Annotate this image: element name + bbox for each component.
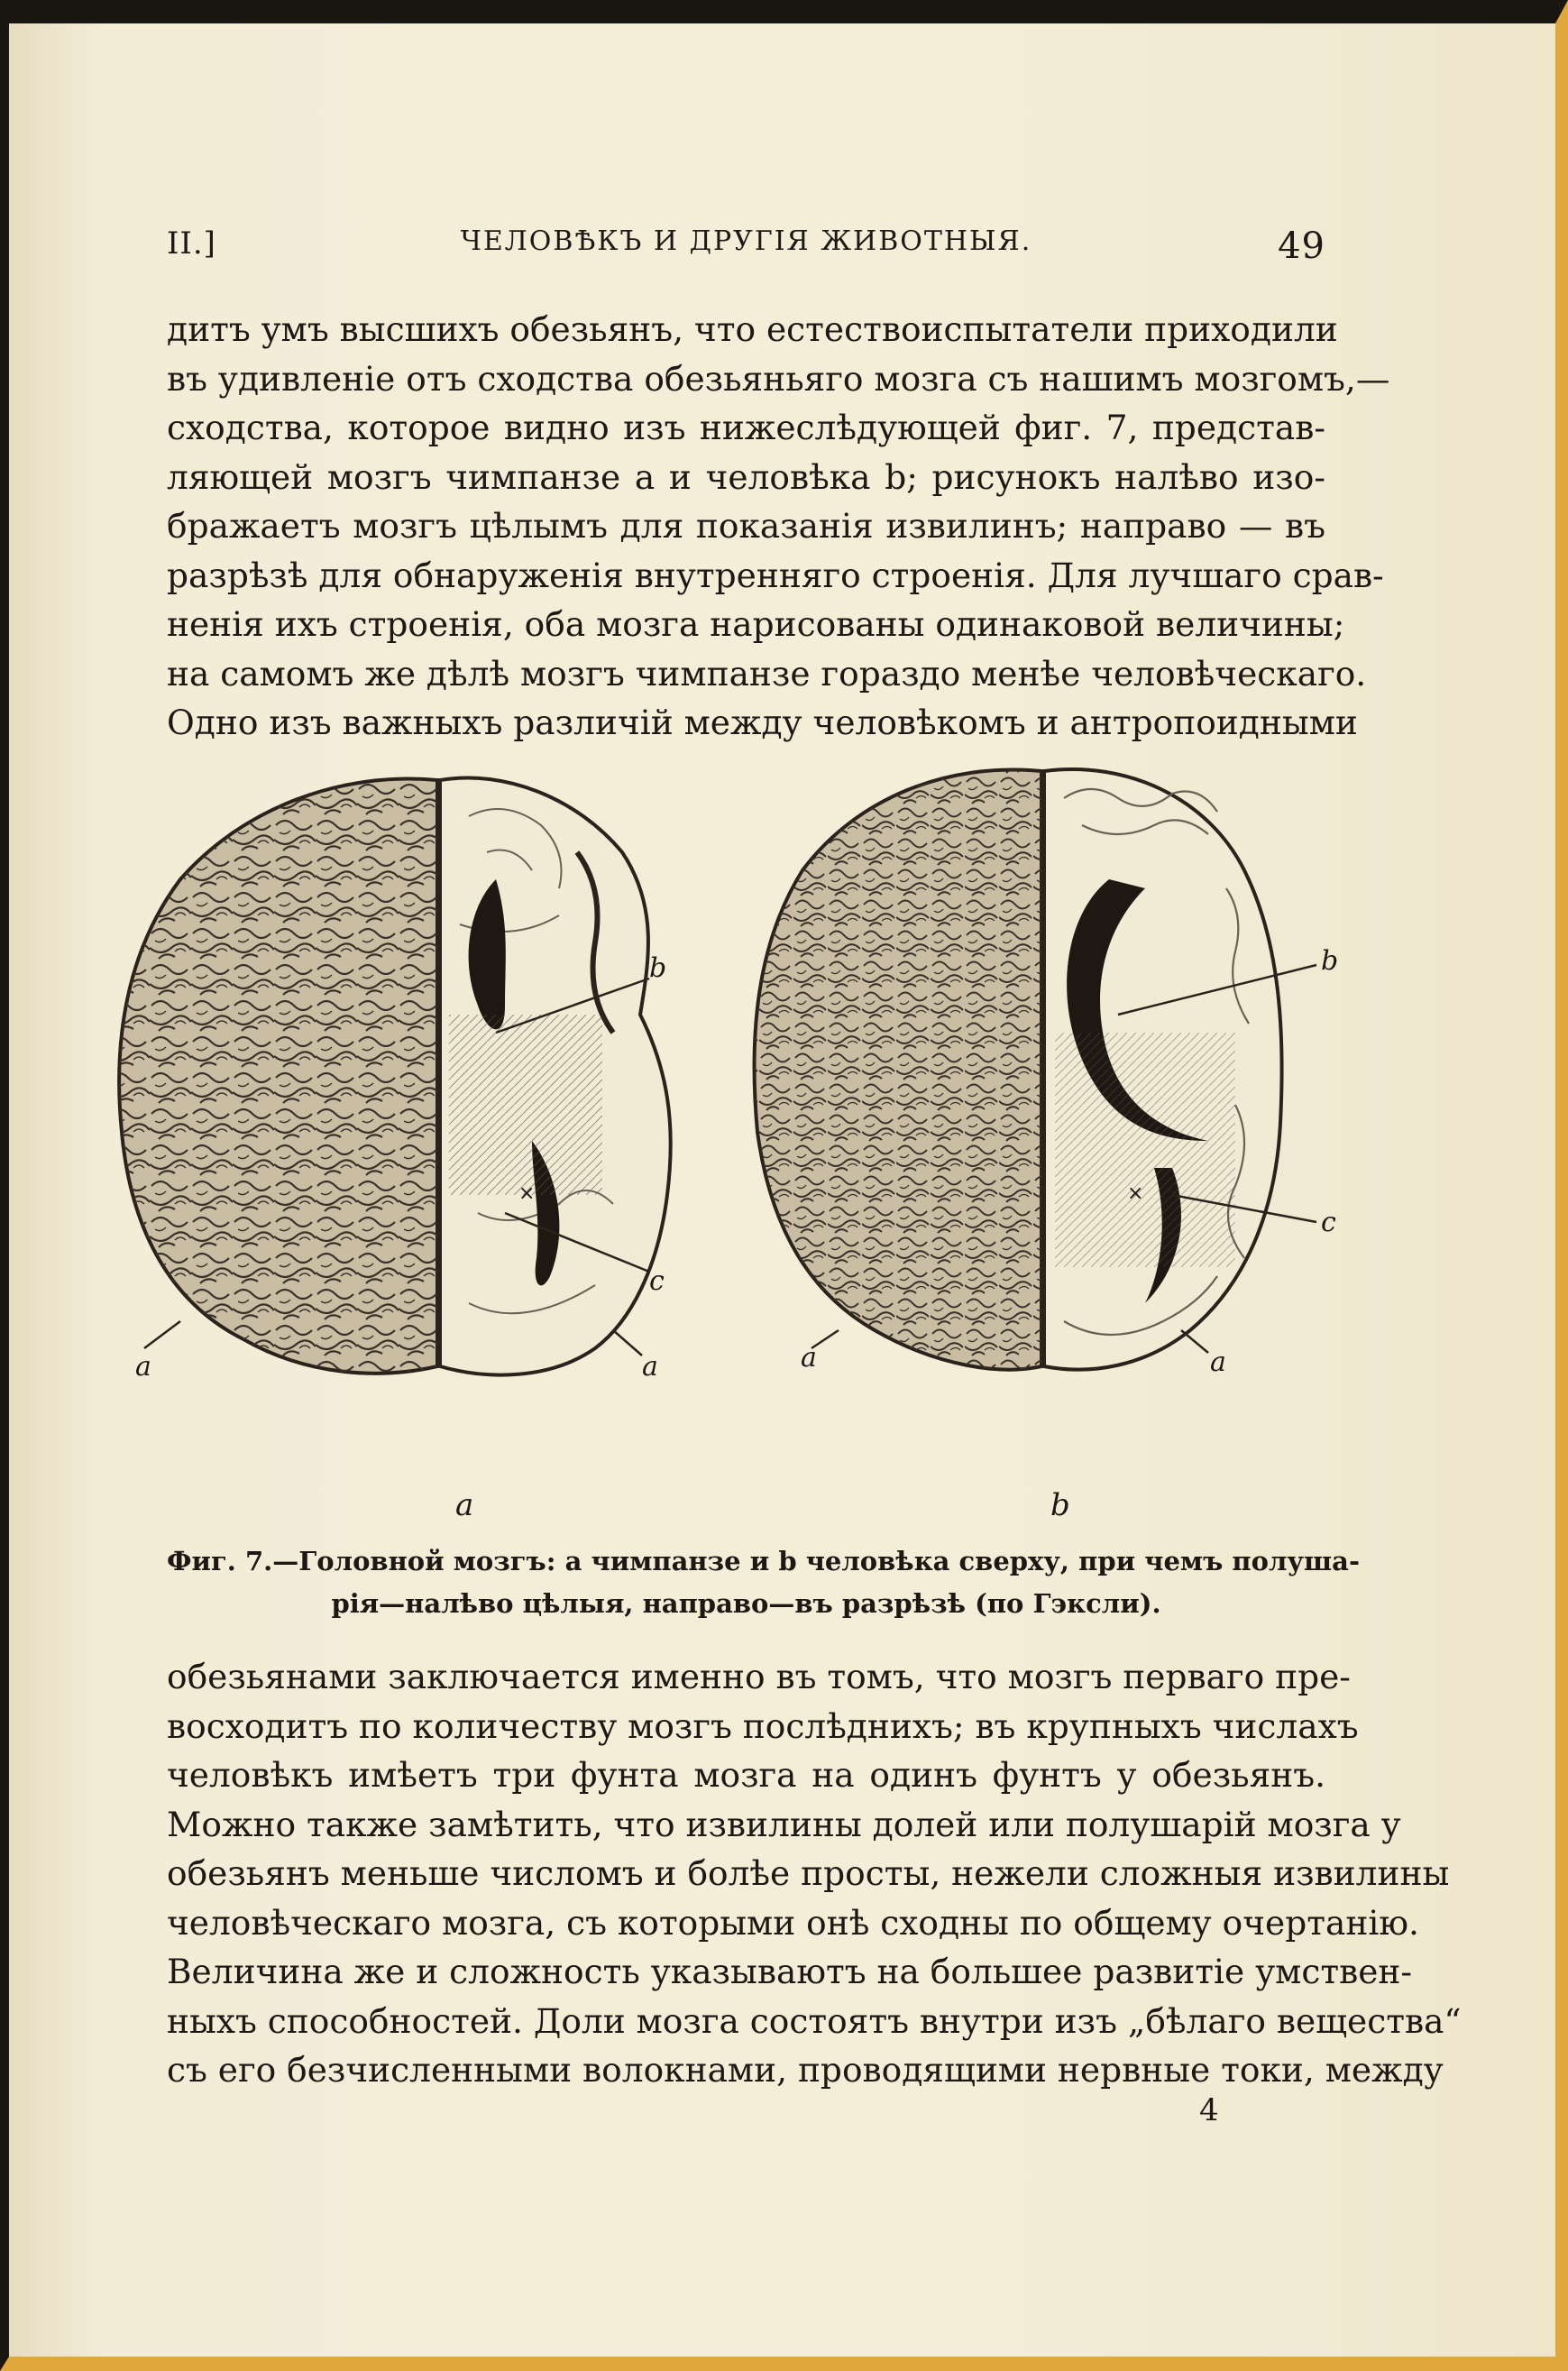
label-b-left: b (649, 952, 667, 984)
text-line: человѣкъ имѣетъ три фунта мозга на одинъ фунтъ у обезьянъ. (167, 1755, 1325, 1795)
label-brain-a: a (455, 1487, 474, 1523)
label-c-right: c (1321, 1207, 1336, 1238)
page-number: 49 (1278, 225, 1325, 267)
text-line: обезьянъ меньше числомъ и болѣе просты, нежели сложныя извилины (167, 1853, 1450, 1893)
text-line: восходитъ по количеству мозгъ послѣднихъ; въ крупныхъ числахъ (167, 1705, 1359, 1746)
label-a-left-outer: a (135, 1351, 151, 1383)
text-line: въ удивленіе отъ сходства обезьяньяго мозга съ нашимъ мозгомъ,— (167, 358, 1390, 399)
paragraph-top (167, 305, 1390, 748)
brain-illustration (108, 744, 1371, 1538)
label-b-right: b (1321, 945, 1339, 977)
text-line: бражаетъ мозгъ цѣлымъ для показанія извилинъ; направо — въ (167, 506, 1325, 546)
text-line: человѣческаго мозга, съ которыми онѣ сходны по общему очертанію. (167, 1902, 1419, 1943)
signature-number: 4 (1199, 2092, 1219, 2128)
text-line: обезьянами заключается именно въ томъ, что мозгъ перваго пре- (167, 1657, 1351, 1696)
label-brain-b: b (1050, 1487, 1070, 1523)
paragraph-bottom (167, 1652, 1462, 2095)
section-number: II.] (167, 225, 216, 262)
text-line: дитъ умъ высшихъ обезьянъ, что естествоиспытатели приходили (167, 309, 1338, 349)
text-line: разрѣзѣ для обнаруженія внутренняго строенія. Для лучшаго срав- (167, 555, 1384, 595)
label-a-right-outer: a (801, 1342, 817, 1374)
text-line: ныхъ способностей. Доли мозга состоятъ внутри изъ „бѣлаго вещества“ (167, 2000, 1462, 2041)
caption-line-2: рія—налѣво цѣлыя, направо—въ разрѣзѣ (по Гэксли). (331, 1588, 1161, 1619)
cross-mark-left: × (518, 1182, 536, 1205)
label-c-left: c (649, 1265, 665, 1297)
cross-mark-right: × (1127, 1182, 1144, 1205)
label-a-right-inner: a (1210, 1346, 1226, 1378)
figure-caption (167, 1540, 1360, 1625)
text-line: на самомъ же дѣлѣ мозгъ чимпанзе гораздо менѣе человѣческаго. (167, 653, 1367, 694)
label-a-left-inner: a (642, 1351, 658, 1383)
text-line: ляющей мозгъ чимпанзе a и человѣка b; рисунокъ налѣво изо- (167, 456, 1325, 497)
text-line: сходства, которое видно изъ нижеслѣдующей фиг. 7, представ- (167, 408, 1325, 447)
text-line: Можно также замѣтить, что извилины долей или полушарій мозга у (167, 1804, 1401, 1844)
running-title: ЧЕЛОВѢКЪ И ДРУГІЯ ЖИВОТНЫЯ. (460, 225, 1032, 257)
text-line: Одно изъ важныхъ различій между человѣкомъ и антропоидными (167, 703, 1358, 742)
text-line: ненія ихъ строенія, оба мозга нарисованы одинаковой величины; (167, 604, 1345, 644)
text-line: съ его безчисленными волокнами, проводящими нервные токи, между (167, 2050, 1444, 2090)
brain-figure (108, 744, 1371, 1538)
caption-line-1: Фиг. 7.—Головной мозгъ: a чимпанзе и b человѣка сверху, при чемъ полуша- (167, 1546, 1360, 1576)
running-header (167, 225, 1325, 271)
text-line: Величина же и сложность указываютъ на большее развитіе умствен- (167, 1952, 1413, 1991)
